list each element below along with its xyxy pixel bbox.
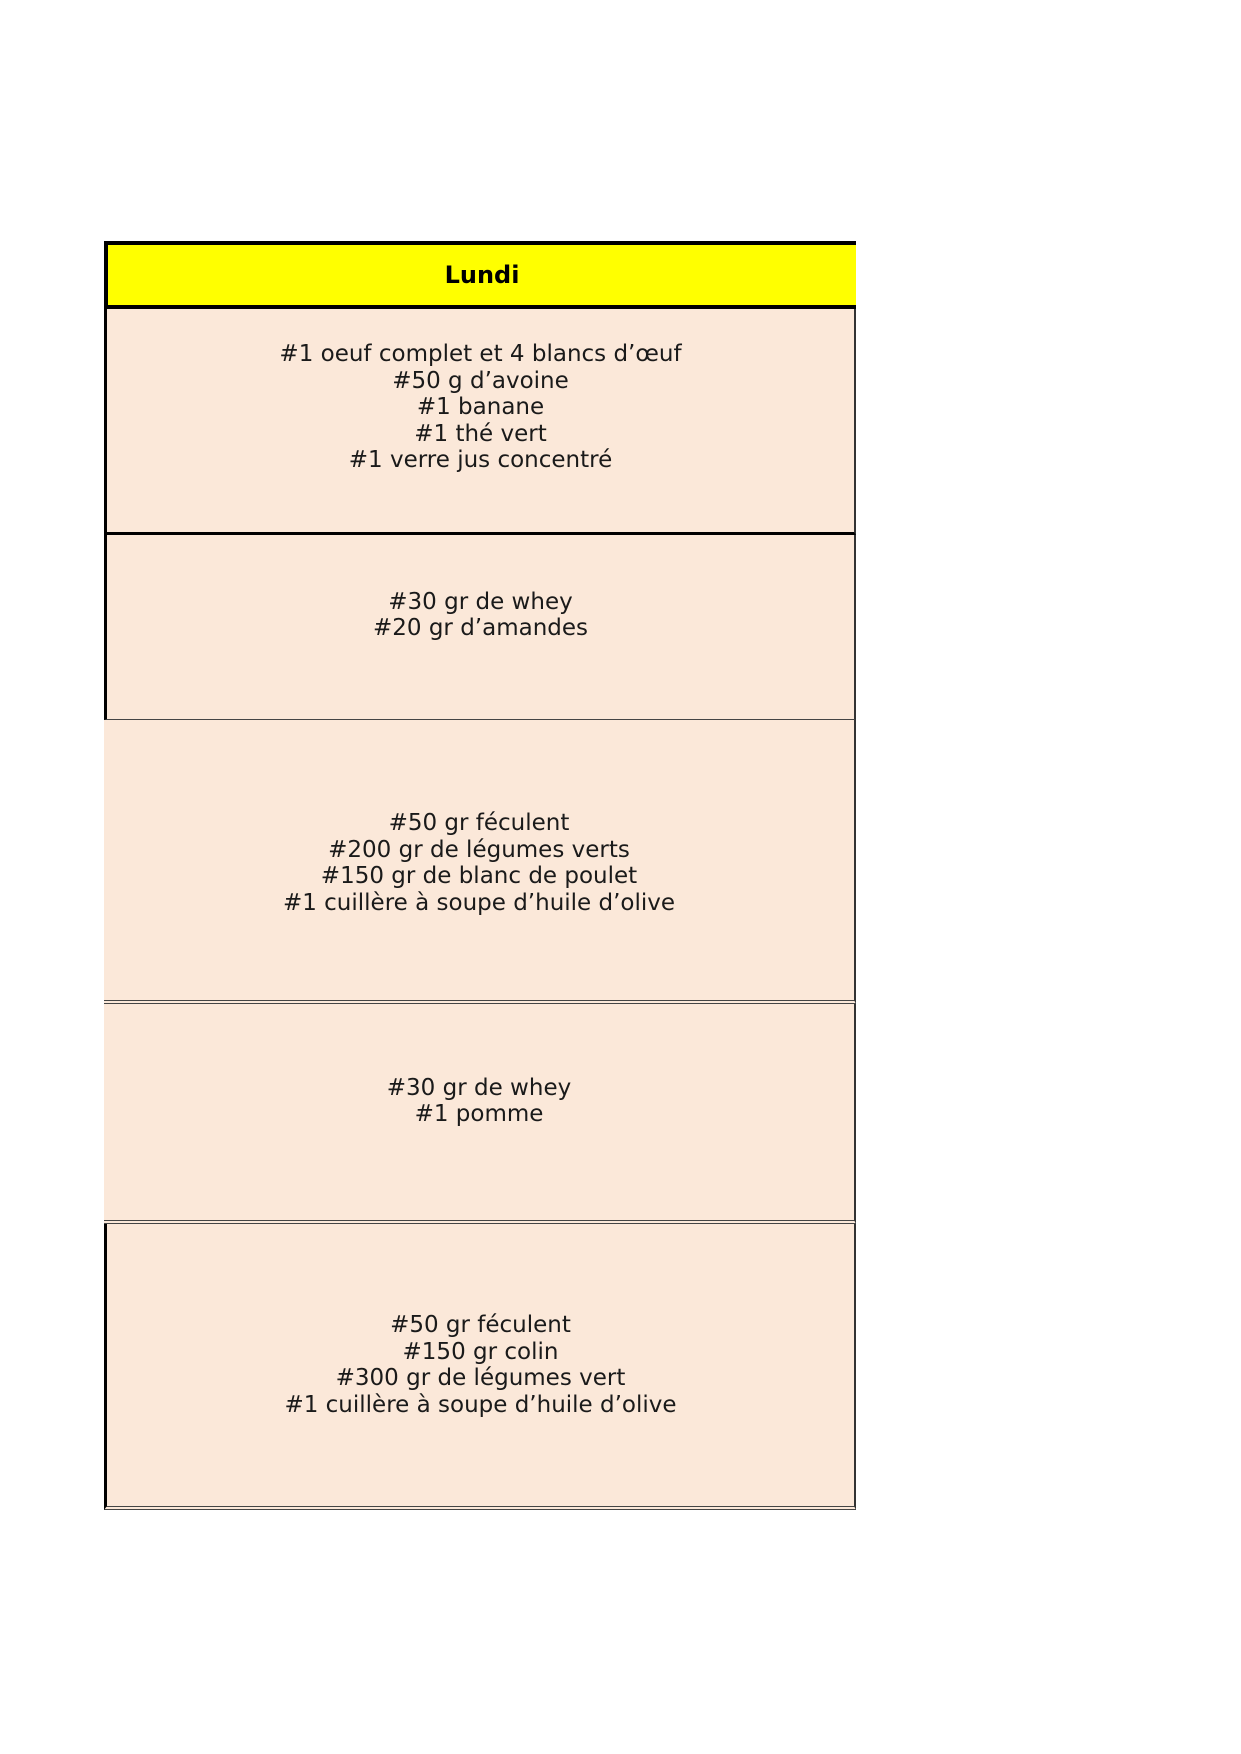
meal-item: #20 gr d’amandes [372, 615, 589, 641]
meal-item: #150 gr colin [402, 1338, 559, 1365]
meal-cell-lunch [104, 720, 856, 1004]
meal-item: #1 pomme [414, 1101, 544, 1127]
meal-item: #50 g d’avoine [392, 367, 569, 394]
meal-plan-table [104, 241, 856, 1510]
meal-item: #150 gr de blanc de poulet [320, 863, 638, 889]
meal-item: #1 banane [416, 394, 545, 420]
meal-cell-dinner [104, 1224, 856, 1510]
meal-item: #50 gr féculent [390, 1312, 571, 1338]
meal-cell-afternoon-snack [104, 1004, 856, 1224]
meal-item: #30 gr de whey [386, 1074, 572, 1101]
meal-item: #1 verre jus concentré [348, 447, 613, 473]
meal-cell-breakfast [104, 309, 856, 535]
meal-item: #200 gr de légumes verts [328, 836, 630, 863]
meal-item: #300 gr de légumes vert [335, 1365, 626, 1391]
meal-cell-morning-snack [104, 535, 856, 720]
meal-item: #1 cuillère à soupe d’huile d’olive [284, 1391, 677, 1418]
meal-item: #1 oeuf complet et 4 blancs d’œuf [279, 341, 682, 367]
meal-item: #50 gr féculent [388, 810, 570, 836]
meal-item: #1 thé vert [414, 420, 547, 447]
day-title: Lundi [444, 261, 520, 289]
meal-item: #1 cuillère à soupe d’huile d’olive [282, 889, 676, 916]
day-header [104, 241, 856, 309]
meal-item: #30 gr de whey [388, 588, 573, 615]
